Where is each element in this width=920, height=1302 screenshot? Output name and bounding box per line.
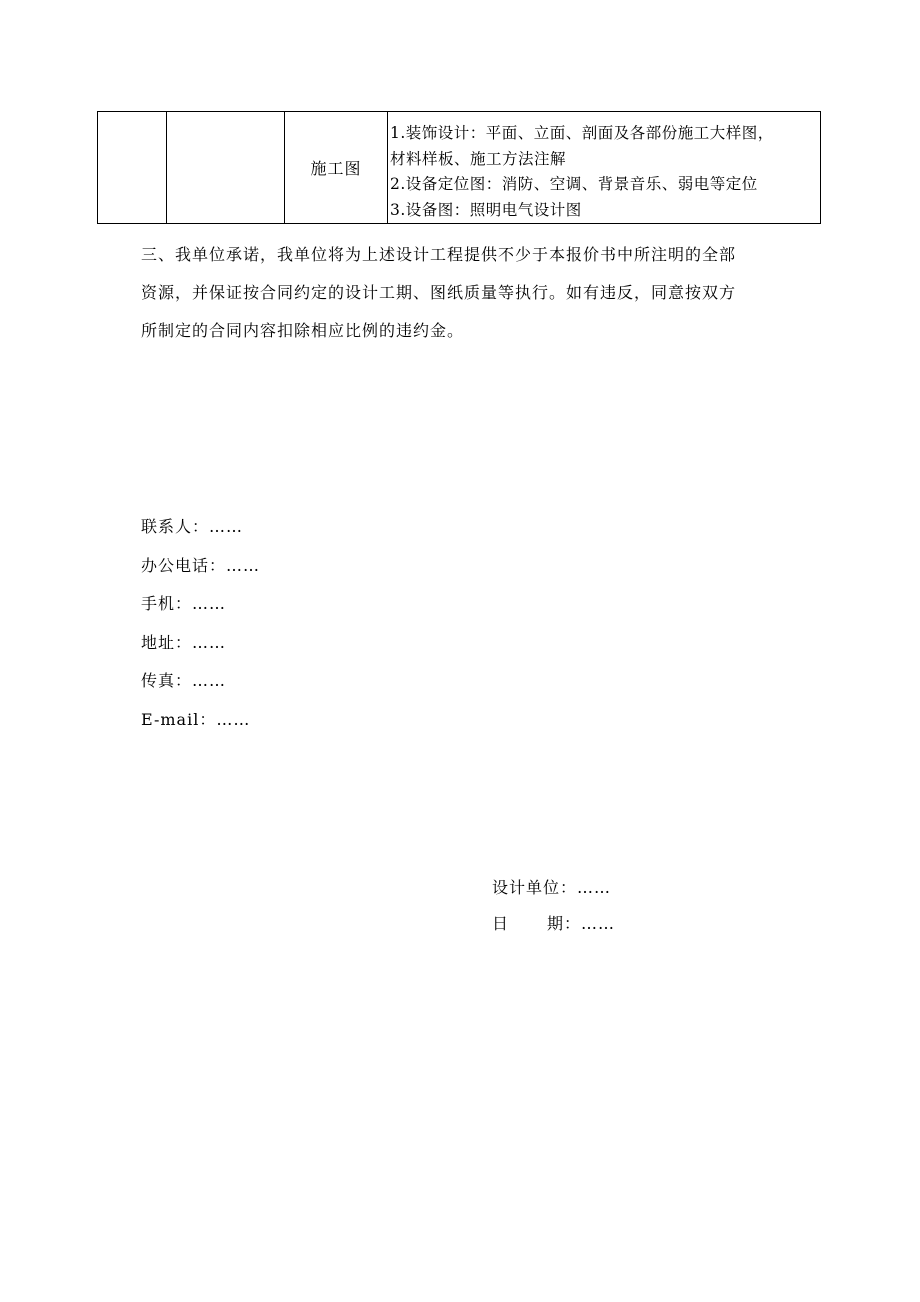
detail-line: 2.设备定位图：消防、空调、背景音乐、弱电等定位	[390, 175, 758, 193]
date-label-period: 期：……	[547, 914, 616, 933]
commitment-line: 资源，并保证按合同约定的设计工期、图纸质量等执行。如有违反，同意按双方	[141, 283, 737, 302]
design-unit: 设计单位：……	[492, 878, 612, 897]
email: E-mail：……	[141, 709, 251, 729]
office-phone: 办公电话：……	[141, 555, 261, 575]
signature-block	[492, 870, 615, 942]
date-line	[492, 906, 615, 942]
table-cell-category: 施工图	[285, 112, 388, 224]
design-scope-table	[97, 111, 821, 224]
detail-line: 3.设备图：照明电气设计图	[390, 200, 582, 219]
table-cell-index	[98, 112, 167, 224]
commitment-paragraph	[141, 236, 801, 350]
table-row	[98, 112, 821, 224]
table-cell-details	[388, 112, 821, 224]
contact-person: 联系人：……	[141, 517, 244, 536]
table-cell-item	[167, 112, 285, 224]
commitment-line: 所制定的合同内容扣除相应比例的违约金。	[141, 321, 465, 340]
fax: 传真：……	[141, 671, 227, 690]
address: 地址：……	[141, 632, 227, 652]
detail-line: 1.装饰设计：平面、立面、剖面及各部份施工大样图，	[390, 124, 774, 142]
date-label-day: 日	[492, 914, 510, 933]
contact-block	[141, 508, 260, 739]
commitment-line: 三、我单位承诺，我单位将为上述设计工程提供不少于本报价书中所注明的全部	[141, 245, 737, 264]
detail-line: 材料样板、施工方法注解	[390, 149, 567, 168]
mobile-phone: 手机：……	[141, 594, 227, 613]
